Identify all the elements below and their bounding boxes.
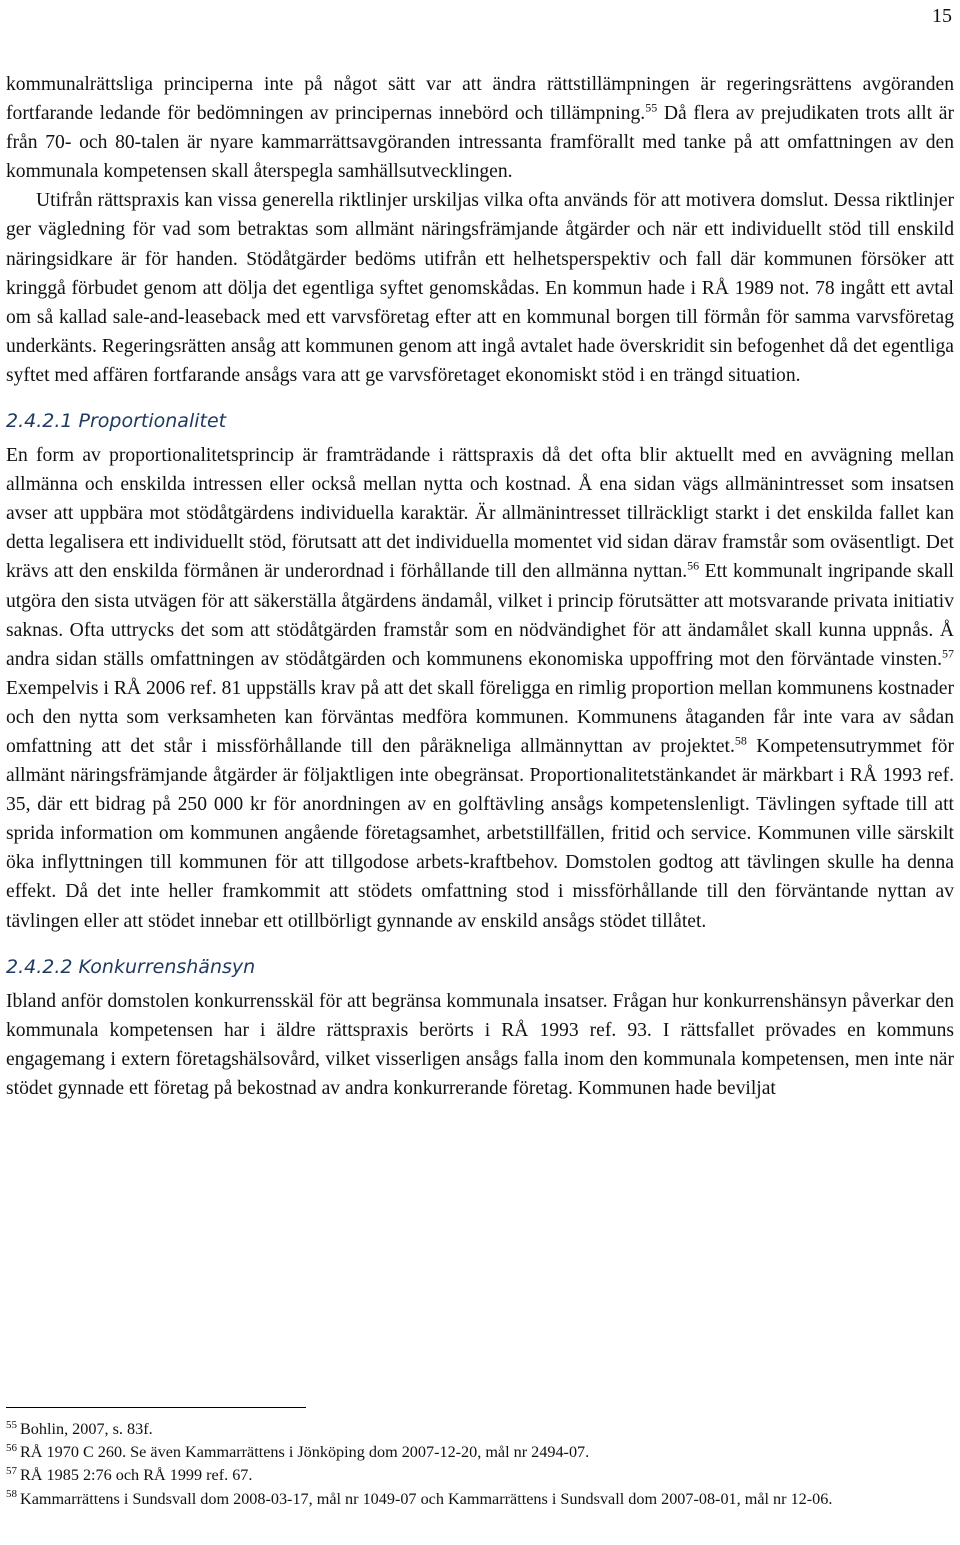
footnote-number: 56 (6, 1441, 17, 1454)
footnote-number: 55 (6, 1418, 17, 1431)
paragraph-guidelines: Utifrån rättspraxis kan vissa generella riktlinjer urskiljas vilka ofta används för att motivera domslut. Dessa riktlinjer ger vägledning för vad som betraktas som allmänt näringsfrämjande åtgärder och när ett individuellt stöd till enskild näringsidkare är för handen. Stödåtgärder bedöms utifrån ett helhetsperspektiv och fall där kommunen försöker att kringgå förbudet genom att dölja det egentliga syftet genomskådas. En kommun hade i RÅ 1989 not. 78 ingått ett avtal om så kallad sale-and-leaseback med ett varvsföretag efter att en kommunal borgen till förmån för samma varvsföretag underkänts. Regeringsrätten ansåg att kommunen genom att ingå avtalet hade överskridit sin befogenhet då det egentliga syftet med affären fortfarande ansågs vara att ge varvsföretaget ekonomiskt stöd i en trängd situation. (6, 190, 954, 386)
paragraph-konkurrenshansyn: Ibland anför domstolen konkurrensskäl för att begränsa kommunala insatser. Frågan hur konkurrenshänsyn påverkar den kommunala kompetensen har i äldre rättspraxis berörts i RÅ 1993 ref. 93. I rättsfallet prövades en kommuns engagemang i extern företagshälsovård, vilket visserligen ansågs falla inom den kommunala kompetensen, men inte när stödet gynnade ett företag på bekostnad av andra konkurrerande företag. Kommunen hade beviljat (6, 990, 954, 1099)
page-number: 15 (932, 5, 952, 27)
paragraph-intro (6, 70, 954, 186)
section-heading-konkurrenshansyn: 2.4.2.2 Konkurrenshänsyn (6, 955, 256, 978)
paragraph-text: Ett kommunalt ingripande skall utgöra den sista utvägen för att säkerställa åtgärdens ändamål, vilket i princip förutsätter att motsvarande privata initiativ saknas. Ofta uttrycks det som att stödåtgärden framstår som en nödvändighet för att ändamålet skall kunna uppnås. Å andra sidan ställs omfattningen av stödåtgärden och kommunens ekonomiska uppoffring mot den förväntade vinsten. (6, 561, 954, 670)
footnote-reference[interactable]: 56 (687, 558, 700, 573)
footnote-number: 57 (6, 1465, 17, 1478)
paragraph-text: kommunalrättsliga principerna inte på något sätt var att ändra rättstillämpningen är regeringsrättens avgöranden fortfarande ledande för bedömningen av principernas innebörd och tillämpning. (6, 74, 954, 125)
footnotes (6, 1418, 954, 1511)
footnote-text: RÅ 1970 C 260. Se även Kammarrättens i Jönköping dom 2007-12-20, mål nr 2494-07. (20, 1443, 590, 1462)
footnote-reference[interactable]: 55 (645, 100, 658, 115)
paragraph-text: Kompetensutrymmet för allmänt näringsfrämjande åtgärder är följaktligen inte obegränsat. Proportionalitetstänkandet är märkbart i RÅ 1993 ref. 35, där ett bidrag på 250 000 kr för anordningen av en golftävling ansågs kompetenslenligt. Tävlingen syftade till att sprida information om kommunen angående företagsamhet, arbetstillfällen, fritid och service. Kommunen ville särskilt öka inflyttningen till kommunen för att tillgodose arbets-kraftbehov. Domstolen godtog att tävlingen skulle ha denna effekt. Då det inte heller framkommit att stödets omfattning stod i missförhållande till den förväntande nyttan av tävlingen eller att stödet innebar ett otillbörligt gynnande av enskild ansågs stödet tillåtet. (6, 735, 955, 932)
footnote-reference[interactable]: 58 (734, 733, 747, 748)
body-text (6, 70, 954, 1103)
footnote-reference[interactable]: 57 (942, 646, 954, 661)
paragraph-proportionalitet (6, 441, 954, 936)
footnote-text: Bohlin, 2007, s. 83f. (20, 1420, 153, 1438)
paragraph-text: En form av proportionalitetsprincip är framträdande i rättspraxis då det ofta blir aktuellt med en avvägning mellan allmänna och enskilda intressen eller också mellan nytta och kostnad. Å ena sidan vägs allmänintresset som insatsen avser att uppbära mot stödåtgärdens individuella karaktär. Är allmänintresset tillräckligt starkt i det enskilda fallet kan detta legalisera ett individuellt stöd, förutsatt att det individuella momentet vid sidan därav framstår som oväsentligt. Det krävs att den enskilda förmånen är underordnad i förhållande till den allmänna nyttan. (6, 445, 954, 583)
footnote (6, 1464, 954, 1487)
footnote (6, 1488, 954, 1511)
footnote (6, 1418, 954, 1441)
footnote-number: 58 (6, 1488, 17, 1501)
footnote (6, 1441, 954, 1464)
footnote-text: RÅ 1985 2:76 och RÅ 1999 ref. 67. (20, 1466, 253, 1485)
footnote-text: Kammarrättens i Sundsvall dom 2008-03-17, mål nr 1049-07 och Kammarrättens i Sundsvall dom 2007-08-01, mål nr 12-06. (20, 1489, 833, 1508)
paragraph-text: Exempelvis i RÅ 2006 ref. 81 uppställs krav på att det skall föreligga en rimlig proportion mellan kommunens kostnader och den nytta som verksamheten kan förväntas medföra kommunen. Kommunens åtaganden får inte vara av sådan omfattning att det står i missförhållande till den påräkneliga allmännyttan av projektet. (6, 677, 954, 757)
section-heading-proportionalitet: 2.4.2.1 Proportionalitet (6, 410, 227, 433)
footnote-divider (6, 1407, 306, 1408)
paragraph-text: Då flera av prejudikaten trots allt är från 70- och 80-talen är nyare kammarrättsavgöranden intressanta framförallt med tanke på att omfattningen av den kommunala kompetensen skall återspegla samhällsutvecklingen. (6, 103, 954, 183)
